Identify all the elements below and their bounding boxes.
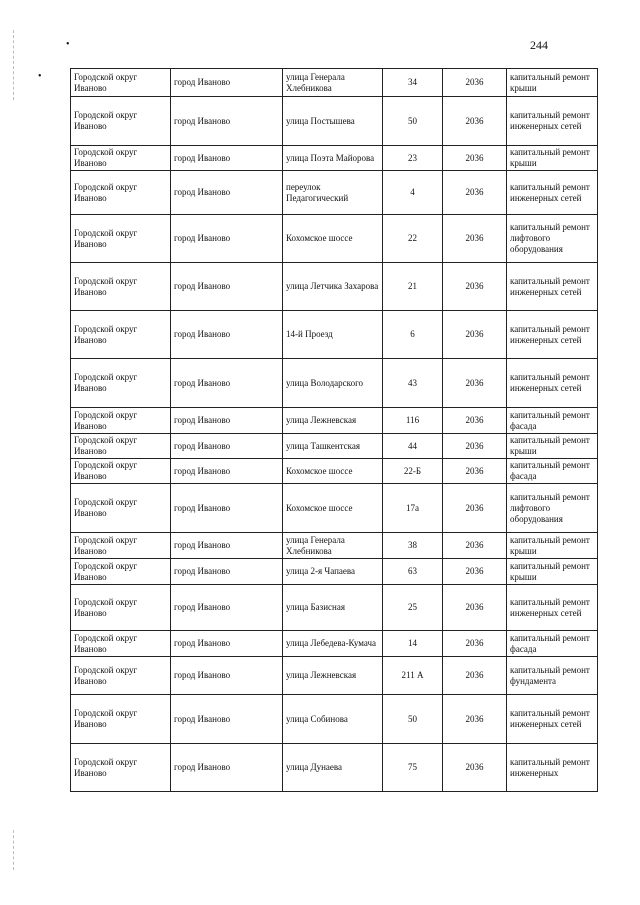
work-type-cell: капитальный ремонт инженерных сетей [507, 695, 598, 744]
table-row [71, 657, 598, 695]
work-type-cell: капитальный ремонт лифтового оборудования [507, 215, 598, 263]
work-type-cell: капитальный ремонт инженерных сетей [507, 171, 598, 215]
house-number-cell: 75 [383, 744, 443, 792]
work-type-cell: капитальный ремонт крыши [507, 434, 598, 459]
table-row [71, 146, 598, 171]
table-row [71, 215, 598, 263]
work-type-cell: капитальный ремонт инженерных сетей [507, 359, 598, 408]
city-cell: город Иваново [171, 146, 283, 171]
year-cell: 2036 [443, 171, 507, 215]
street-cell: Кохомское шоссе [283, 215, 383, 263]
street-cell: улица 2-я Чапаева [283, 559, 383, 585]
city-cell: город Иваново [171, 215, 283, 263]
work-type-cell: капитальный ремонт фундамента [507, 657, 598, 695]
city-cell: город Иваново [171, 631, 283, 657]
street-cell: улица Генерала Хлебникова [283, 69, 383, 97]
table-body [71, 69, 598, 792]
work-type-cell: капитальный ремонт фасада [507, 459, 598, 484]
house-number-cell: 38 [383, 533, 443, 559]
work-type-cell: капитальный ремонт крыши [507, 533, 598, 559]
district-cell: Городской округ Иваново [71, 146, 171, 171]
street-cell: улица Собинова [283, 695, 383, 744]
house-number-cell: 44 [383, 434, 443, 459]
work-type-cell: капитальный ремонт инженерных сетей [507, 311, 598, 359]
city-cell: город Иваново [171, 97, 283, 146]
house-number-cell: 63 [383, 559, 443, 585]
year-cell: 2036 [443, 657, 507, 695]
table-row [71, 434, 598, 459]
table-row [71, 459, 598, 484]
city-cell: город Иваново [171, 533, 283, 559]
street-cell: улица Лежневская [283, 657, 383, 695]
city-cell: город Иваново [171, 69, 283, 97]
city-cell: город Иваново [171, 744, 283, 792]
house-number-cell: 14 [383, 631, 443, 657]
table-row [71, 171, 598, 215]
bullet-mark: • [38, 71, 42, 82]
table-row [71, 585, 598, 631]
table-row [71, 69, 598, 97]
year-cell: 2036 [443, 311, 507, 359]
year-cell: 2036 [443, 359, 507, 408]
city-cell: город Иваново [171, 695, 283, 744]
table-row [71, 631, 598, 657]
city-cell: город Иваново [171, 434, 283, 459]
house-number-cell: 23 [383, 146, 443, 171]
table-row [71, 408, 598, 434]
table-row [71, 559, 598, 585]
street-cell: улица Постышева [283, 97, 383, 146]
year-cell: 2036 [443, 459, 507, 484]
district-cell: Городской округ Иваново [71, 69, 171, 97]
house-number-cell: 21 [383, 263, 443, 311]
district-cell: Городской округ Иваново [71, 585, 171, 631]
work-type-cell: капитальный ремонт крыши [507, 69, 598, 97]
year-cell: 2036 [443, 744, 507, 792]
table-row [71, 695, 598, 744]
margin-scan-mark [13, 30, 14, 100]
district-cell: Городской округ Иваново [71, 533, 171, 559]
work-type-cell: капитальный ремонт фасада [507, 408, 598, 434]
street-cell: улица Володарского [283, 359, 383, 408]
bullet-mark: • [66, 39, 70, 50]
district-cell: Городской округ Иваново [71, 263, 171, 311]
city-cell: город Иваново [171, 171, 283, 215]
year-cell: 2036 [443, 631, 507, 657]
street-cell: улица Летчика Захарова [283, 263, 383, 311]
district-cell: Городской округ Иваново [71, 408, 171, 434]
year-cell: 2036 [443, 533, 507, 559]
house-number-cell: 4 [383, 171, 443, 215]
street-cell: улица Базисная [283, 585, 383, 631]
district-cell: Городской округ Иваново [71, 359, 171, 408]
district-cell: Городской округ Иваново [71, 459, 171, 484]
district-cell: Городской округ Иваново [71, 695, 171, 744]
district-cell: Городской округ Иваново [71, 484, 171, 533]
house-number-cell: 22-Б [383, 459, 443, 484]
work-type-cell: капитальный ремонт крыши [507, 559, 598, 585]
district-cell: Городской округ Иваново [71, 171, 171, 215]
year-cell: 2036 [443, 408, 507, 434]
house-number-cell: 116 [383, 408, 443, 434]
year-cell: 2036 [443, 69, 507, 97]
street-cell: Кохомское шоссе [283, 484, 383, 533]
district-cell: Городской округ Иваново [71, 744, 171, 792]
city-cell: город Иваново [171, 311, 283, 359]
house-number-cell: 211 А [383, 657, 443, 695]
district-cell: Городской округ Иваново [71, 434, 171, 459]
year-cell: 2036 [443, 434, 507, 459]
house-number-cell: 22 [383, 215, 443, 263]
street-cell: улица Поэта Майорова [283, 146, 383, 171]
house-number-cell: 6 [383, 311, 443, 359]
city-cell: город Иваново [171, 484, 283, 533]
year-cell: 2036 [443, 97, 507, 146]
year-cell: 2036 [443, 146, 507, 171]
house-number-cell: 25 [383, 585, 443, 631]
margin-scan-mark [13, 830, 14, 870]
district-cell: Городской округ Иваново [71, 97, 171, 146]
street-cell: Кохомское шоссе [283, 459, 383, 484]
street-cell: 14-й Проезд [283, 311, 383, 359]
street-cell: улица Лежневская [283, 408, 383, 434]
work-type-cell: капитальный ремонт инженерных сетей [507, 97, 598, 146]
district-cell: Городской округ Иваново [71, 559, 171, 585]
city-cell: город Иваново [171, 359, 283, 408]
city-cell: город Иваново [171, 408, 283, 434]
table-row [71, 359, 598, 408]
city-cell: город Иваново [171, 559, 283, 585]
work-type-cell: капитальный ремонт фасада [507, 631, 598, 657]
table-row [71, 97, 598, 146]
street-cell: переулок Педагогический [283, 171, 383, 215]
work-type-cell: капитальный ремонт инженерных сетей [507, 585, 598, 631]
year-cell: 2036 [443, 585, 507, 631]
table-row [71, 744, 598, 792]
district-cell: Городской округ Иваново [71, 215, 171, 263]
table-row [71, 311, 598, 359]
city-cell: город Иваново [171, 263, 283, 311]
street-cell: улица Дунаева [283, 744, 383, 792]
city-cell: город Иваново [171, 657, 283, 695]
house-number-cell: 43 [383, 359, 443, 408]
year-cell: 2036 [443, 215, 507, 263]
year-cell: 2036 [443, 263, 507, 311]
year-cell: 2036 [443, 695, 507, 744]
district-cell: Городской округ Иваново [71, 631, 171, 657]
work-type-cell: капитальный ремонт крыши [507, 146, 598, 171]
repair-schedule-table [70, 68, 598, 792]
street-cell: улица Лебедева-Кумача [283, 631, 383, 657]
district-cell: Городской округ Иваново [71, 657, 171, 695]
year-cell: 2036 [443, 559, 507, 585]
page-number: 244 [530, 38, 548, 52]
city-cell: город Иваново [171, 585, 283, 631]
table-row [71, 263, 598, 311]
year-cell: 2036 [443, 484, 507, 533]
house-number-cell: 50 [383, 97, 443, 146]
street-cell: улица Генерала Хлебникова [283, 533, 383, 559]
house-number-cell: 50 [383, 695, 443, 744]
house-number-cell: 34 [383, 69, 443, 97]
district-cell: Городской округ Иваново [71, 311, 171, 359]
work-type-cell: капитальный ремонт инженерных [507, 744, 598, 792]
street-cell: улица Ташкентская [283, 434, 383, 459]
house-number-cell: 17а [383, 484, 443, 533]
work-type-cell: капитальный ремонт лифтового оборудования [507, 484, 598, 533]
work-type-cell: капитальный ремонт инженерных сетей [507, 263, 598, 311]
table-row [71, 533, 598, 559]
city-cell: город Иваново [171, 459, 283, 484]
table-row [71, 484, 598, 533]
